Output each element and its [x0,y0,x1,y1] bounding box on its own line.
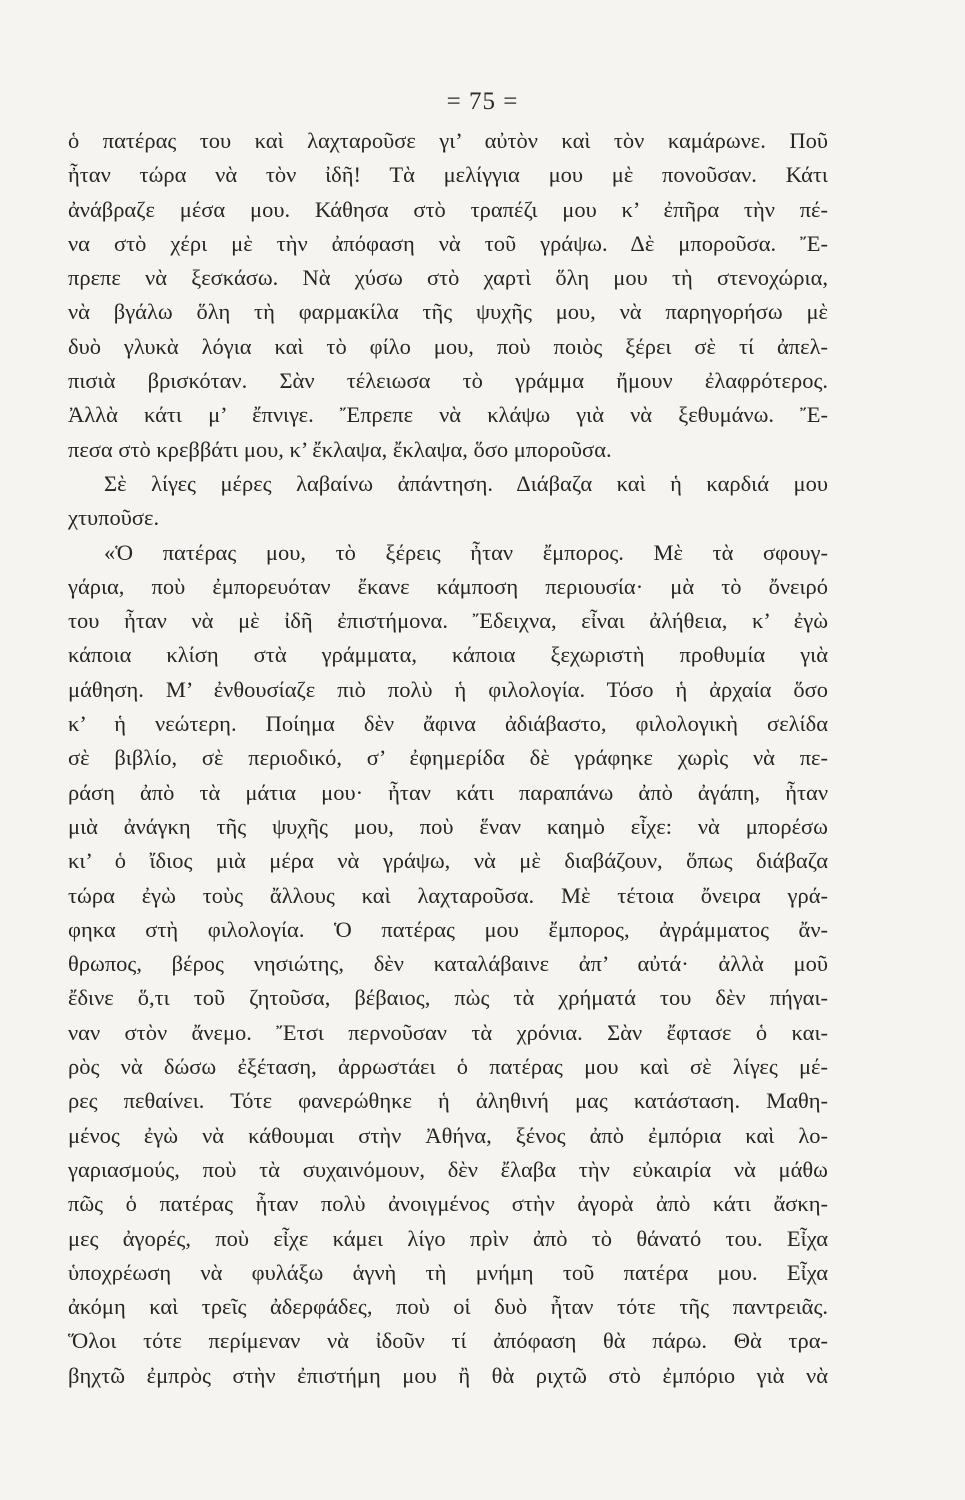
text-line: δυὸ γλυκὰ λόγια καὶ τὸ φίλο μου, ποὺ ποιὸς ξέρει σὲ τί ἀπελ- [68,333,828,359]
text-line: Σὲ λίγες μέρες λαβαίνω ἀπάντηση. Διάβαζα καὶ ἡ καρδιά μου [104,470,828,496]
text-line: ὑποχρέωση νὰ φυλάξω ἁγνὴ τὴ μνήμη τοῦ πατέρα μου. Εἶχα [68,1259,828,1285]
body-text [68,124,828,1393]
text-line: μιὰ ἀνάγκη τῆς ψυχῆς μου, ποὺ ἕναν καημὸ εἶχε: νὰ μπορέσω [68,813,828,839]
text-line: θρωπος, βέρος νησιώτης, δὲν καταλάβαινε ἀπ’ αὐτά· ἀλλὰ μοῦ [68,951,828,977]
text-line: ὁ πατέρας του καὶ λαχταροῦσε γι’ αὐτὸν καὶ τὸν καμάρωνε. Ποῦ [68,128,828,153]
text-line: κ’ ἡ νεώτερη. Ποίημα δὲν ἄφινα ἀδιάβαστο, φιλολογικὴ σελίδα [68,711,828,737]
text-line: τώρα ἐγὼ τοὺς ἄλλους καὶ λαχταροῦσα. Μὲ τέτοια ὄνειρα γρά- [68,882,828,908]
text-line: να στὸ χέρι μὲ τὴν ἀπόφαση νὰ τοῦ γράψω. Δὲ μποροῦσα. Ἔ- [68,230,828,256]
text-line: μες ἀγορές, ποὺ εἶχε κάμει λίγο πρὶν ἀπὸ τὸ θάνατό του. Εἶχα [68,1225,828,1251]
text-line: βηχτῶ ἐμπρὸς στὴν ἐπιστήμη μου ἢ θὰ ριχτῶ στὸ ἐμπόριο γιὰ νὰ [68,1362,828,1388]
text-line: ναν στὸν ἄνεμο. Ἔτσι περνοῦσαν τὰ χρόνια. Σὰν ἔφτασε ὁ και- [68,1019,828,1045]
text-line: ἀνάβραζε μέσα μου. Κάθησα στὸ τραπέζι μου κ’ ἐπῆρα τὴν πέ- [68,196,828,222]
text-line: κάποια κλίση στὰ γράμματα, κάποια ξεχωριστὴ προθυμία γιὰ [68,642,828,668]
text-line: ἦταν τώρα νὰ τὸν ἰδῆ! Τὰ μελίγγια μου μὲ πονοῦσαν. Κάτι [68,162,828,188]
text-line: πισιὰ βρισκόταν. Σὰν τέλειωσα τὸ γράμμα ἤμουν ἐλαφρότερος. [68,368,828,394]
text-line: χτυποῦσε. [68,505,160,531]
text-line: ράση ἀπὸ τὰ μάτια μου· ἦταν κάτι παραπάνω ἀπὸ ἀγάπη, ἦταν [68,779,828,805]
text-line: πρεπε νὰ ξεσκάσω. Νὰ χύσω στὸ χαρτὶ ὅλη μου τὴ στενοχώρια, [68,265,828,291]
text-line: Ὅλοι τότε περίμεναν νὰ ἰδοῦν τί ἀπόφαση θὰ πάρω. Θὰ τρα- [68,1328,828,1354]
text-line: ρὸς νὰ δώσω ἐξέταση, ἀρρωστάει ὁ πατέρας μου καὶ σὲ λίγες μέ- [68,1054,828,1080]
text-line: ἔδινε ὅ,τι τοῦ ζητοῦσα, βέβαιος, πὼς τὰ χρήματά του δὲν πήγαι- [68,985,828,1011]
text-line: «Ὁ πατέρας μου, τὸ ξέρεις ἦταν ἔμπορος. Μὲ τὰ σφουγ- [104,539,828,565]
text-line: πεσα στὸ κρεββάτι μου, κ’ ἔκλαψα, ἔκλαψα, ὅσο μποροῦσα. [68,436,612,462]
text-line: νὰ βγάλω ὅλη τὴ φαρμακίλα τῆς ψυχῆς μου, νὰ παρηγορήσω μὲ [68,299,828,325]
text-line: του ἦταν νὰ μὲ ἰδῆ ἐπιστήμονα. Ἔδειχνα, εἶναι ἀλήθεια, κ’ ἐγὼ [68,608,828,634]
text-line: ἀκόμη καὶ τρεῖς ἀδερφάδες, ποὺ οἱ δυὸ ἦταν τότε τῆς παντρειᾶς. [68,1294,828,1320]
text-line: Ἀλλὰ κάτι μ’ ἔπνιγε. Ἔπρεπε νὰ κλάψω γιὰ νὰ ξεθυμάνω. Ἔ- [68,402,828,428]
text-line: μένος ἐγὼ νὰ κάθουμαι στὴν Ἀθήνα, ξένος ἀπὸ ἐμπόρια καὶ λο- [68,1122,828,1148]
text-line: γάρια, ποὺ ἐμπορευόταν ἔκανε κάμποση περιουσία· μὰ τὸ ὄνειρό [68,573,828,599]
text-line: ρες πεθαίνει. Τότε φανερώθηκε ἡ ἀληθινή μας κατάσταση. Μαθη- [68,1088,828,1114]
text-line: μάθηση. Μ’ ἐνθουσίαζε πιὸ πολὺ ἡ φιλολογία. Τόσο ἡ ἀρχαία ὅσο [68,676,828,702]
page-number: = 75 = [446,88,519,115]
text-line: φηκα στὴ φιλολογία. Ὁ πατέρας μου ἔμπορος, ἀγράμματος ἄν- [68,916,828,942]
text-line: κι’ ὁ ἴδιος μιὰ μέρα νὰ γράψω, νὰ μὲ διαβάζουν, ὅπως διάβαζα [68,848,828,874]
text-line: γαριασμούς, ποὺ τὰ συχαινόμουν, δὲν ἔλαβα τὴν εὐκαιρία νὰ μάθω [68,1156,828,1182]
text-line: σὲ βιβλίο, σὲ περιοδικό, σ’ ἐφημερίδα δὲ γράφηκε χωρὶς νὰ πε- [68,745,828,771]
text-line: πῶς ὁ πατέρας ἦταν πολὺ ἀνοιγμένος στὴν ἀγορὰ ἀπὸ κάτι ἄσκη- [68,1191,828,1217]
